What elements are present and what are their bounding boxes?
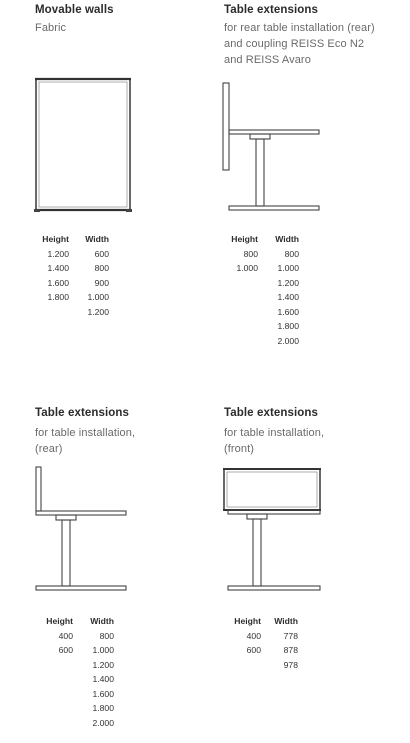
width-value: 800: [94, 263, 109, 273]
height-column: [224, 232, 258, 276]
width-column: [85, 614, 114, 730]
height-value: 1.600: [47, 277, 69, 288]
section-2-subtitle: [224, 20, 375, 68]
width-value: 600: [94, 248, 109, 259]
height-column: [224, 614, 261, 658]
section-2-subtitle-line: and coupling REISS Eco N2: [224, 38, 365, 50]
height-column: [35, 232, 69, 305]
width-header: Width: [275, 234, 299, 244]
width-header: Width: [85, 234, 109, 244]
width-value: 1.200: [87, 306, 109, 317]
width-value: 778: [283, 630, 298, 641]
height-column: [35, 614, 73, 658]
height-value: 600: [246, 645, 261, 655]
section-4-size-table: [224, 614, 314, 674]
height-header: Height: [42, 234, 69, 244]
width-value: 1.000: [92, 645, 114, 655]
width-value: 2.000: [92, 717, 114, 728]
width-value: 1.400: [277, 292, 299, 302]
height-value: 400: [246, 630, 261, 641]
section-3-size-table: [35, 614, 125, 734]
height-value: 400: [58, 630, 73, 641]
height-header: Height: [231, 234, 258, 244]
section-1-subtitle-line: Fabric: [35, 22, 67, 34]
section-4-subtitle-line: for table installation,: [224, 427, 325, 439]
section-1-subtitle: [35, 20, 66, 36]
height-header: Height: [234, 616, 261, 626]
section-2-title: Table extensions: [224, 4, 319, 16]
width-header: Width: [90, 616, 114, 626]
width-value: 1.200: [277, 277, 299, 288]
width-value: 1.400: [92, 674, 114, 684]
rear-table-extension-drawing: [220, 78, 325, 216]
height-value: 800: [243, 248, 258, 259]
width-column: [81, 232, 109, 319]
section-3-subtitle: [35, 425, 135, 457]
height-value: 600: [58, 645, 73, 655]
section-3-title: Table extensions: [35, 407, 130, 419]
width-value: 878: [283, 645, 298, 655]
height-value: 1.800: [47, 292, 69, 302]
rear-table-installation-drawing: [32, 464, 132, 594]
width-value: 1.800: [277, 321, 299, 331]
width-value: 900: [94, 277, 109, 288]
section-3-subtitle-line: for table installation,: [35, 427, 136, 439]
width-value: 2.000: [277, 335, 299, 346]
front-table-installation-drawing: [220, 464, 328, 594]
width-value: 1.000: [87, 292, 109, 302]
section-2-subtitle-line: for rear table installation (rear): [224, 22, 375, 34]
section-1-size-table: [35, 232, 125, 317]
height-value: 1.200: [47, 248, 69, 259]
section-3-subtitle-line: (rear): [35, 443, 63, 455]
height-header: Height: [46, 616, 73, 626]
width-column: [270, 614, 298, 672]
width-value: 978: [283, 659, 298, 670]
section-4-subtitle: [224, 425, 324, 457]
width-value: 1.200: [92, 659, 114, 670]
width-value: 1.600: [277, 306, 299, 317]
height-value: 1.000: [236, 263, 258, 273]
section-2-size-table: [224, 232, 314, 352]
section-4-title: Table extensions: [224, 407, 319, 419]
section-1-title: Movable walls: [35, 4, 114, 16]
width-header: Width: [274, 616, 298, 626]
section-4-subtitle-line: (front): [224, 443, 255, 455]
width-value: 1.000: [277, 263, 299, 273]
movable-wall-drawing: [30, 74, 140, 216]
width-value: 800: [99, 630, 114, 641]
width-column: [270, 232, 299, 348]
width-value: 800: [284, 248, 299, 259]
height-value: 1.400: [47, 263, 69, 273]
section-2-subtitle-line: and REISS Avaro: [224, 54, 311, 66]
width-value: 1.800: [92, 703, 114, 713]
width-value: 1.600: [92, 688, 114, 699]
